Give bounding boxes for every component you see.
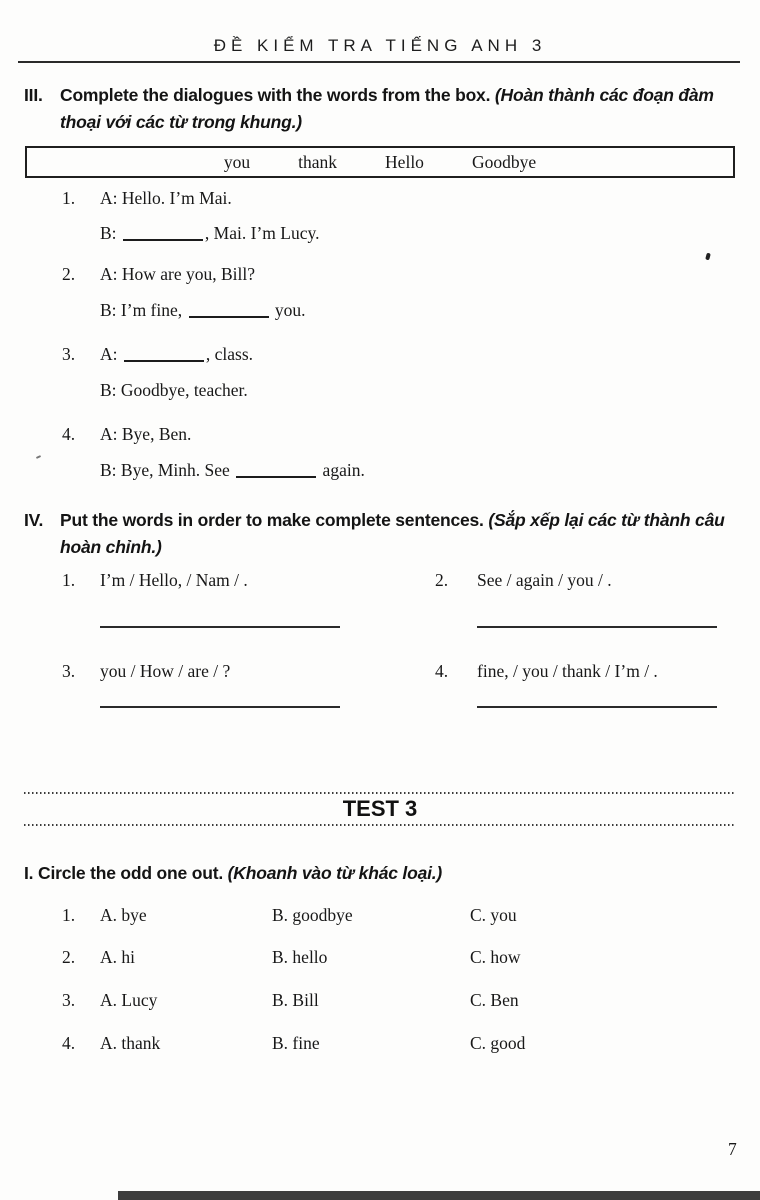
- dialogue-text: , Mai. I’m Lucy.: [204, 223, 320, 243]
- section-iii-title-vi: (Hoàn thành các đoạn đàm thoại với các từ trong khung.): [60, 85, 714, 132]
- word-box-word: you: [223, 151, 251, 172]
- option-b: B. fine: [272, 1033, 320, 1053]
- option-c: C. good: [470, 1033, 526, 1053]
- dialogue-1-line-b: [62, 223, 319, 244]
- scan-speck: [36, 455, 41, 459]
- dialogue-3-line-b: [62, 380, 248, 401]
- page-number: 7: [728, 1139, 737, 1159]
- reorder-item-text: you / How / are / ?: [100, 661, 231, 681]
- section-iii-title: [60, 82, 740, 136]
- reorder-item-text: fine, / you / thank / I’m / .: [477, 661, 658, 681]
- section-i-number: I.: [24, 863, 38, 883]
- item-number: 4.: [62, 424, 76, 444]
- item-number: 1.: [62, 905, 76, 925]
- section-iii-title-en: Complete the dialogues with the words from the box.: [60, 85, 495, 105]
- answer-blank: [236, 464, 316, 478]
- dialogue-text: B: Goodbye, teacher.: [100, 380, 248, 400]
- dialogue-2-line-b: [62, 300, 306, 321]
- item-number: 1.: [62, 570, 76, 590]
- book-header-title: ĐỀ KIỂM TRA TIẾNG ANH 3: [213, 36, 547, 55]
- section-iv-title-en: Put the words in order to make complete sentences.: [60, 510, 489, 530]
- item-number: 2.: [62, 947, 76, 967]
- answer-blank: [189, 304, 269, 318]
- item-number: 4.: [435, 661, 449, 681]
- dialogue-4-line-a: [62, 424, 191, 445]
- section-iv-number: IV.: [24, 510, 44, 530]
- option-c: C. Ben: [470, 990, 519, 1010]
- dialogue-text: A: Bye, Ben.: [100, 424, 192, 444]
- answer-line: [100, 706, 340, 708]
- word-box-word: Goodbye: [471, 151, 537, 172]
- dialogue-text: you.: [270, 300, 306, 320]
- answer-blank: [124, 348, 204, 362]
- option-b: B. hello: [272, 947, 328, 967]
- section-iv-title-vi: (Sắp xếp lại các từ thành câu hoàn chỉnh.): [60, 510, 725, 557]
- reorder-item-text: I’m / Hello, / Nam / .: [100, 570, 248, 590]
- option-a: A. thank: [100, 1033, 161, 1053]
- dialogue-text: B:: [100, 223, 121, 243]
- test-title: TEST 3: [342, 796, 418, 821]
- reorder-item-text: See / again / you / .: [477, 570, 612, 590]
- option-b: B. goodbye: [272, 905, 353, 925]
- dialogue-text: B: Bye, Minh. See: [100, 460, 235, 480]
- option-a: A. bye: [100, 905, 147, 925]
- option-a: A. hi: [100, 947, 135, 967]
- answer-blank: [123, 227, 203, 241]
- dialogue-text: B: I’m fine,: [100, 300, 187, 320]
- section-iv-title: [60, 507, 740, 561]
- dotted-separator: [24, 824, 736, 826]
- section-i-title-en: Circle the odd one out.: [38, 863, 228, 883]
- test3-section-i-heading: [24, 860, 740, 887]
- word-box-word: Hello: [385, 151, 424, 172]
- section-iii-number: III.: [24, 85, 43, 105]
- scan-edge-shadow: [118, 1191, 760, 1200]
- section-iv-heading: [24, 507, 740, 561]
- option-c: C. how: [470, 947, 521, 967]
- item-number: 4.: [62, 1033, 76, 1053]
- section-iii-heading: [24, 82, 740, 136]
- item-number: 3.: [62, 661, 76, 681]
- scan-speck: [705, 253, 711, 261]
- word-box: [25, 146, 735, 178]
- dialogue-text: A:: [100, 344, 122, 364]
- dotted-separator: [24, 792, 736, 794]
- dialogue-2-line-a: [62, 264, 255, 285]
- item-number: 3.: [62, 990, 76, 1010]
- answer-line: [100, 626, 340, 628]
- item-number: 2.: [62, 264, 76, 284]
- dialogue-text: A: Hello. I’m Mai.: [100, 188, 232, 208]
- item-number: 1.: [62, 188, 76, 208]
- section-i-title-vi: (Khoanh vào từ khác loại.): [227, 863, 443, 883]
- dialogue-text: , class.: [205, 344, 254, 364]
- dialogue-3-line-a: [62, 344, 253, 365]
- dialogue-text: A: How are you, Bill?: [100, 264, 256, 284]
- answer-line: [477, 626, 717, 628]
- dialogue-1-line-a: [62, 188, 232, 209]
- item-number: 3.: [62, 344, 76, 364]
- answer-line: [477, 706, 717, 708]
- word-box-word: thank: [298, 151, 338, 172]
- dialogue-4-line-b: [62, 460, 365, 481]
- header-rule: [18, 61, 740, 63]
- option-a: A. Lucy: [100, 990, 158, 1010]
- item-number: 2.: [435, 570, 449, 590]
- option-b: B. Bill: [272, 990, 319, 1010]
- dialogue-text: again.: [318, 460, 365, 480]
- option-c: C. you: [470, 905, 517, 925]
